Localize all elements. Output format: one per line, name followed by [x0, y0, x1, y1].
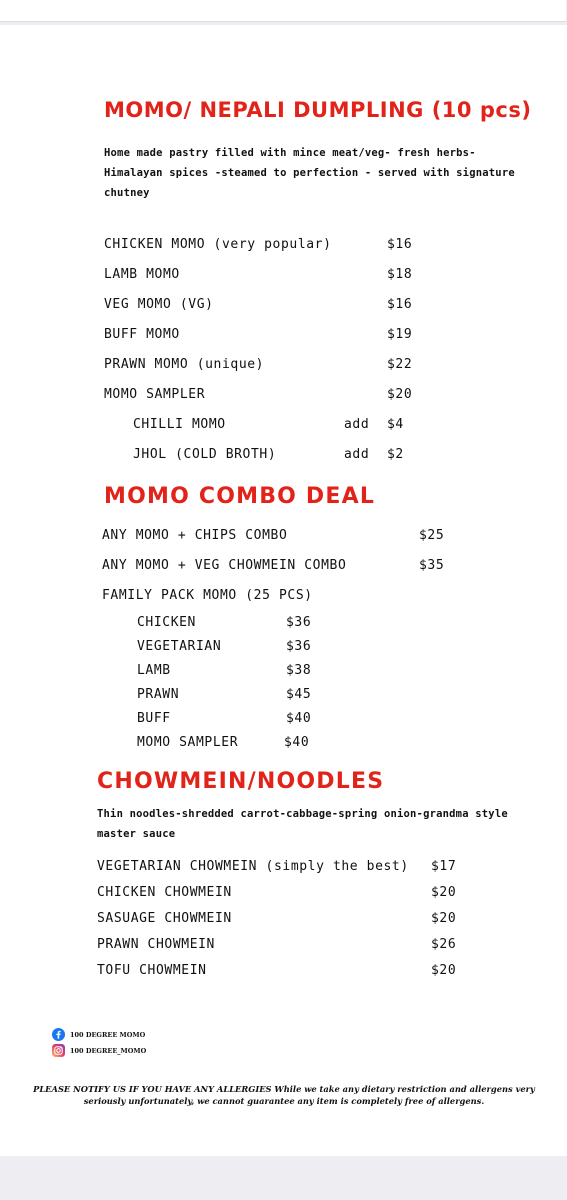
item-name: VEG MOMO (VG): [104, 297, 214, 312]
menu-item: [104, 357, 424, 377]
menu-item: [97, 885, 467, 905]
addon-add-label: add: [344, 417, 370, 432]
item-price: $19: [387, 327, 413, 342]
addon-price: $2: [387, 447, 404, 462]
menu-item: [97, 963, 467, 983]
menu-page: [0, 25, 567, 1156]
item-price: $16: [387, 237, 413, 252]
instagram-label: 100 DEGREE_MOMO: [70, 1047, 147, 1055]
item-name: TOFU CHOWMEIN: [97, 963, 207, 978]
menu-item: [104, 327, 424, 347]
momo-description: Home made pastry filled with mince meat/veg- fresh herbs- Himalayan spices -steamed to perfection - served with signature chutney: [104, 147, 515, 199]
item-price: $20: [387, 387, 413, 402]
item-name: VEGETARIAN: [137, 639, 222, 654]
addon-item: [133, 417, 423, 437]
item-name: PRAWN: [137, 687, 180, 702]
menu-item: [104, 387, 424, 407]
item-name: MOMO SAMPLER: [104, 387, 206, 402]
addon-item: [133, 447, 423, 467]
item-name: ANY MOMO + VEG CHOWMEIN COMBO: [102, 558, 347, 573]
family-pack-label: FAMILY PACK MOMO (25 PCS): [102, 588, 313, 603]
previous-page-edge: [0, 0, 566, 22]
item-price: $36: [286, 615, 312, 630]
chowmein-description: Thin noodles-shredded carrot-cabbage-spring onion-grandma style master sauce: [97, 808, 508, 840]
family-item: [137, 663, 337, 683]
item-name: SASUAGE CHOWMEIN: [97, 911, 232, 926]
menu-item: [97, 937, 467, 957]
menu-item: [104, 267, 424, 287]
item-price: $26: [431, 937, 457, 952]
menu-item: [102, 558, 462, 578]
item-price: $18: [387, 267, 413, 282]
item-name: LAMB: [137, 663, 171, 678]
item-name: CHICKEN CHOWMEIN: [97, 885, 232, 900]
addon-name: CHILLI MOMO: [133, 417, 226, 432]
addon-name: JHOL (COLD BROTH): [133, 447, 277, 462]
instagram-icon: [52, 1044, 65, 1057]
chowmein-section-title: CHOWMEIN/NOODLES: [97, 769, 385, 794]
menu-item: [97, 859, 467, 879]
item-price: $45: [286, 687, 312, 702]
item-price: $20: [431, 911, 457, 926]
allergy-notice: PLEASE NOTIFY US IF YOU HAVE ANY ALLERGIES While we take any dietary restriction and allergens very seriously unfortunately, we cannot guarantee any item is completely free of allergens.: [33, 1084, 535, 1106]
family-item: [137, 687, 337, 707]
item-price: $36: [286, 639, 312, 654]
item-name: ANY MOMO + CHIPS COMBO: [102, 528, 288, 543]
family-item: [137, 639, 337, 659]
item-price: $40: [286, 711, 312, 726]
menu-item: [102, 528, 462, 548]
item-name: BUFF MOMO: [104, 327, 180, 342]
facebook-label: 100 DEGREE MOMO: [70, 1031, 146, 1039]
item-price: $25: [419, 528, 445, 543]
facebook-icon: [52, 1028, 65, 1041]
momo-section-title: MOMO/ NEPALI DUMPLING (10 pcs): [104, 98, 532, 122]
family-item: [137, 735, 337, 755]
item-name: MOMO SAMPLER: [137, 735, 239, 750]
menu-item: [97, 911, 467, 931]
item-name: LAMB MOMO: [104, 267, 180, 282]
item-name: CHICKEN MOMO (very popular): [104, 237, 332, 252]
menu-item: [104, 297, 424, 317]
item-price: $17: [431, 859, 457, 874]
item-price: $22: [387, 357, 413, 372]
addon-add-label: add: [344, 447, 370, 462]
addon-price: $4: [387, 417, 404, 432]
item-name: VEGETARIAN CHOWMEIN (simply the best): [97, 859, 409, 874]
item-price: $16: [387, 297, 413, 312]
item-name: PRAWN CHOWMEIN: [97, 937, 215, 952]
item-name: PRAWN MOMO (unique): [104, 357, 265, 372]
family-item: [137, 711, 337, 731]
item-price: $38: [286, 663, 312, 678]
item-price: $20: [431, 963, 457, 978]
combo-section-title: MOMO COMBO DEAL: [104, 484, 376, 509]
menu-item: [104, 237, 424, 257]
item-name: BUFF: [137, 711, 171, 726]
item-price: $20: [431, 885, 457, 900]
item-name: CHICKEN: [137, 615, 196, 630]
item-price: $40: [284, 735, 310, 750]
item-price: $35: [419, 558, 445, 573]
family-item: [137, 615, 337, 635]
